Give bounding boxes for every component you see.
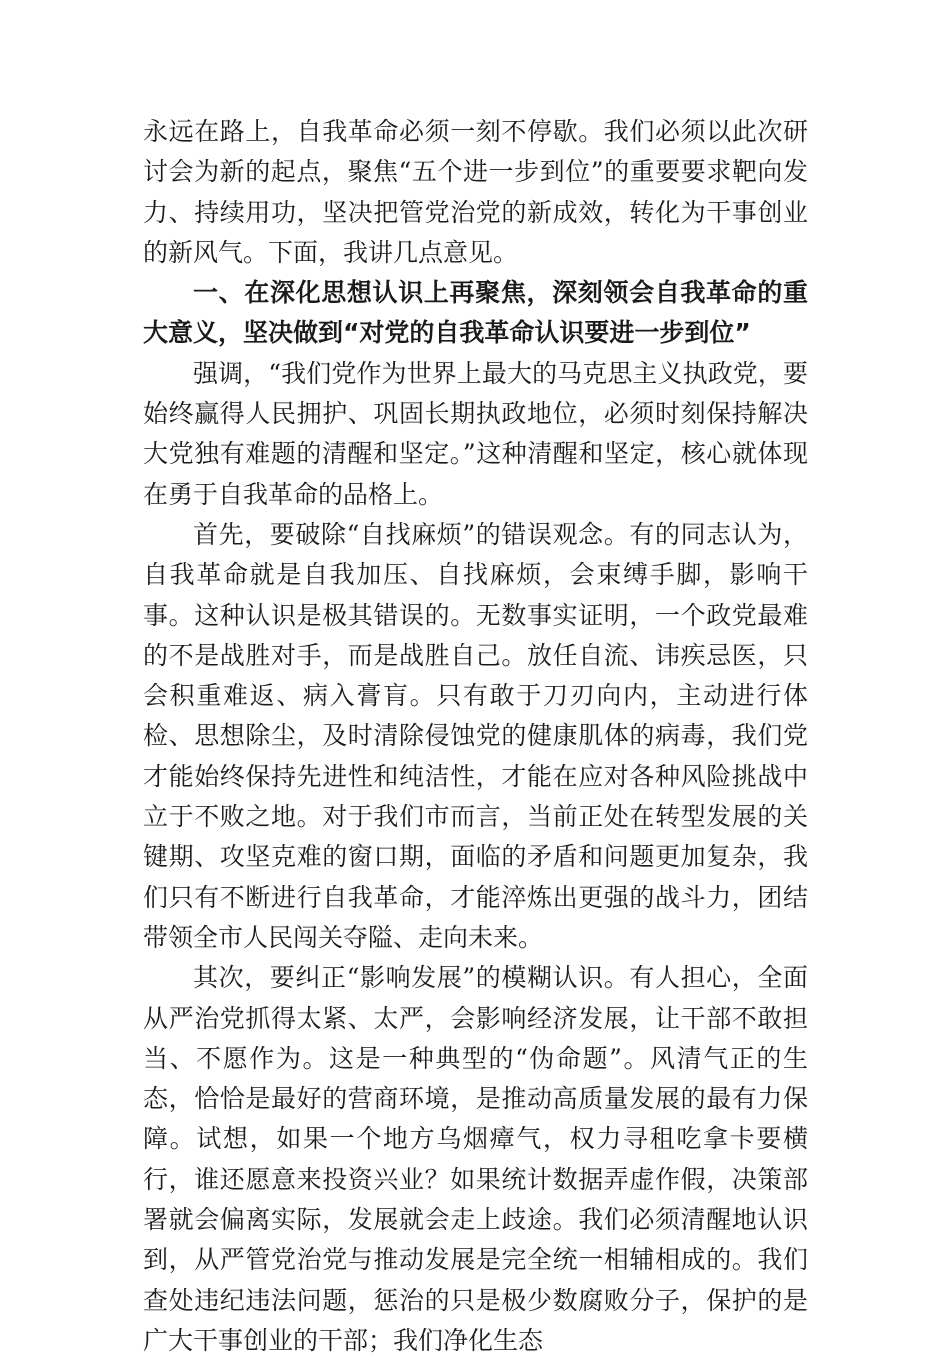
- paragraph-continued: 永远在路上，自我革命必须一刻不停歇。我们必须以此次研讨会为新的起点，聚焦“五个进一步到位”的重要要求靶向发力、持续用功，坚决把管党治党的新成效，转化为干事创业的新风气。下面，我讲几点意见。: [143, 117, 808, 267]
- paragraph-first-point: 首先，要破除“自找麻烦”的错误观念。有的同志认为，自我革命就是自我加压、自找麻烦，会束缚手脚，影响干事。这种认识是极其错误的。无数事实证明，一个政党最难的不是战胜对手，而是战胜自己。放任自流、讳疾忌医，只会积重难返、病入膏肓。只有敢于刀刃向内，主动进行体检、思想除尘，及时清除侵蚀党的健康肌体的病毒，我们党才能始终保持先进性和纯洁性，才能在应对各种风险挑战中立于不败之地。对于我们市而言，当前正处在转型发展的关键期、攻坚克难的窗口期，面临的矛盾和问题更加复杂，我们只有不断进行自我革命，才能淬炼出更强的战斗力，团结带领全市人民闯关夺隘、走向未来。: [143, 519, 808, 952]
- paragraph-second-point: 其次，要纠正“影响发展”的模糊认识。有人担心，全面从严治党抓得太紧、太严，会影响经济发展，让干部不敢担当、不愿作为。这是一种典型的“伪命题”。风清气正的生态，恰恰是最好的营商环境，是推动高质量发展的最有力保障。试想，如果一个地方乌烟瘴气，权力寻租吃拿卡要横行，谁还愿意来投资兴业？如果统计数据弄虚作假，决策部署就会偏离实际，发展就会走上歧途。我们必须清醒地认识到，从严管党治党与推动发展是完全统一相辅相成的。我们查处违纪违法问题，惩治的只是极少数腐败分子，保护的是广大干事创业的干部；我们净化生态: [143, 963, 808, 1355]
- document-page: [143, 112, 808, 1361]
- section-heading: 一、在深化思想认识上再聚焦，深刻领会自我革命的重大意义，坚决做到“对党的自我革命认识要进一步到位”: [143, 278, 808, 348]
- paragraph-quote: 强调，“我们党作为世界上最大的马克思主义执政党，要始终赢得人民拥护、巩固长期执政地位，必须时刻保持解决大党独有难题的清醒和坚定。”这种清醒和坚定，核心就体现在勇于自我革命的品格上。: [143, 358, 808, 509]
